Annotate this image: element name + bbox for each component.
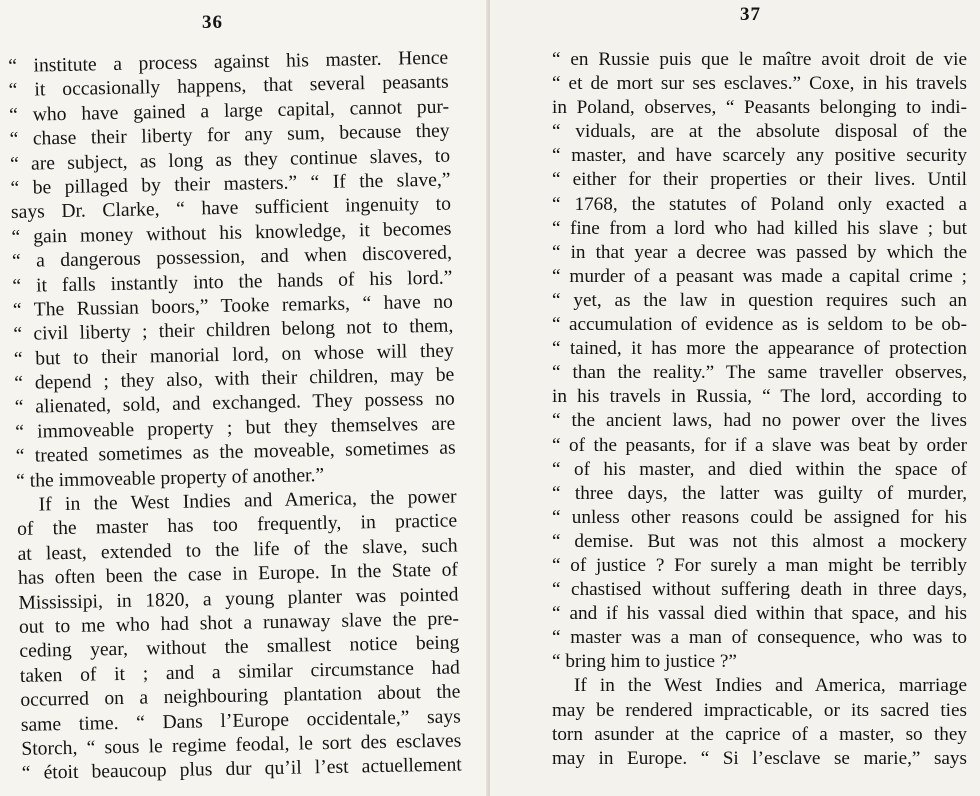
- text-line: at least, extended to the life of the slave, such: [17, 535, 458, 565]
- text-line: occurred on a neighbouring plantation about the: [20, 681, 461, 712]
- text-line: “ a dangerous possession, and when discovered,: [11, 242, 453, 273]
- text-line: has often been the case in Europe. In the State of: [17, 559, 459, 590]
- text-line: “ who have gained a large capital, cannot pur-: [8, 96, 450, 126]
- text-line: “ it occasionally happens, that several peasants: [8, 71, 449, 102]
- left-page-body: [8, 47, 462, 787]
- text-line: “ gain money without his knowledge, it becomes: [11, 218, 452, 248]
- text-line: “ The Russian boors,” Tooke remarks, “ have no: [12, 291, 454, 321]
- text-line: Storch, “ sous le regime feodal, le sort des esclaves: [21, 730, 462, 760]
- paragraph-start-line: If in the West Indies and America, the power: [38, 486, 457, 516]
- text-line: “ civil liberty ; their children belong not to them,: [13, 315, 454, 346]
- text-line: in Poland, observes, “ Peasants belonging to indi-: [552, 97, 967, 119]
- text-line: “ yet, as the law in question requires such an: [552, 289, 967, 311]
- text-line: “ fine from a lord who had killed his slave ; but: [552, 217, 967, 239]
- text-line: “ alienated, sold, and exchanged. They possess no: [14, 388, 455, 419]
- text-line: “ chase their liberty for any sum, because they: [9, 120, 450, 151]
- text-line: “ et de mort sur ses esclaves.” Coxe, in his travels: [552, 73, 967, 95]
- text-line: says Dr. Clarke, “ have sufficient ingenuity to: [10, 193, 452, 224]
- text-line: “ are subject, as long as they continue slaves, to: [9, 145, 451, 175]
- paragraph-start-line: If in the West Indies and America, marriage: [574, 675, 967, 697]
- text-line: “ tained, it has more the appearance of protection: [552, 338, 967, 360]
- text-line: “ viduals, are at the absolute disposal of the: [552, 121, 967, 143]
- text-line: in his travels in Russia, “ The lord, according to: [552, 386, 967, 408]
- page-number-left: 36: [202, 12, 223, 33]
- left-page: [0, 0, 488, 796]
- text-line: “ the immoveable property of another.”: [15, 464, 325, 492]
- right-page-body: [552, 48, 967, 771]
- page-number-right: 37: [740, 4, 761, 25]
- text-line: “ of justice ? For surely a man might be terribly: [552, 554, 967, 576]
- text-line: “ of his master, and died within the space of: [552, 458, 967, 480]
- text-line: “ it falls instantly into the hands of his lord.”: [12, 267, 453, 297]
- text-line: “ unless other reasons could be assigned for his: [552, 506, 967, 528]
- text-line: “ three days, the latter was guilty of murder,: [552, 482, 967, 504]
- text-line: may be rendered impracticable, or its sacred ties: [552, 699, 967, 721]
- text-line: of the master has too frequently, in practice: [16, 510, 458, 541]
- text-line: “ demise. But was not this almost a mockery: [552, 530, 967, 552]
- text-line: ceding year, without the smallest notice being: [19, 632, 460, 663]
- text-line: same time. “ Dans l’Europe occidentale,” says: [20, 705, 461, 736]
- text-line: “ master was a man of consequence, who was to: [552, 627, 967, 649]
- text-line: Mississipi, in 1820, a young planter was pointed: [18, 584, 459, 614]
- text-line: out to me who had shot a runaway slave the pre-: [18, 608, 460, 638]
- text-line: “ in that year a decree was passed by which the: [552, 241, 967, 263]
- text-line: “ étoit beaucoup plus dur qu’il l’est actuellement: [21, 754, 462, 785]
- text-line: “ institute a process against his master. Hence: [8, 47, 449, 77]
- text-line: “ en Russie puis que le maître avoit droit de vie: [552, 49, 967, 70]
- text-line: “ depend ; they also, with their children, may be: [14, 364, 455, 395]
- text-line: “ either for their properties or their lives. Until: [552, 169, 967, 191]
- text-line: torn asunder at the caprice of a master, so they: [552, 723, 967, 745]
- text-line: “ than the reality.” The same traveller observes,: [552, 362, 967, 384]
- text-line: “ master, and have scarcely any positive security: [552, 145, 967, 167]
- text-line: “ immoveable property ; but they themselves are: [15, 413, 456, 443]
- text-line: “ be pillaged by their masters.” “ If the slave,”: [10, 169, 451, 199]
- text-line: taken of it ; and a similar circumstance had: [19, 657, 461, 687]
- text-line: “ chastised without suffering death in three days,: [552, 579, 967, 601]
- text-line: “ and if his vassal died within that space, and his: [552, 603, 967, 625]
- text-line: “ bring him to justice ?”: [552, 651, 737, 673]
- text-line: “ treated sometimes as the moveable, sometimes as: [15, 437, 456, 468]
- text-line: “ the ancient laws, had no power over the lives: [552, 410, 967, 432]
- text-line: “ of the peasants, for if a slave was beat by order: [552, 434, 967, 456]
- text-line: “ accumulation of evidence as is seldom to be ob-: [552, 314, 967, 336]
- text-line: “ murder of a peasant was made a capital crime ;: [552, 265, 967, 287]
- text-line: may in Europe. “ Si l’esclave se marie,” says: [552, 747, 967, 769]
- text-line: “ but to their manorial lord, on whose will they: [13, 340, 454, 370]
- right-page: [490, 0, 980, 796]
- text-line: “ 1768, the statutes of Poland only exacted a: [552, 193, 967, 215]
